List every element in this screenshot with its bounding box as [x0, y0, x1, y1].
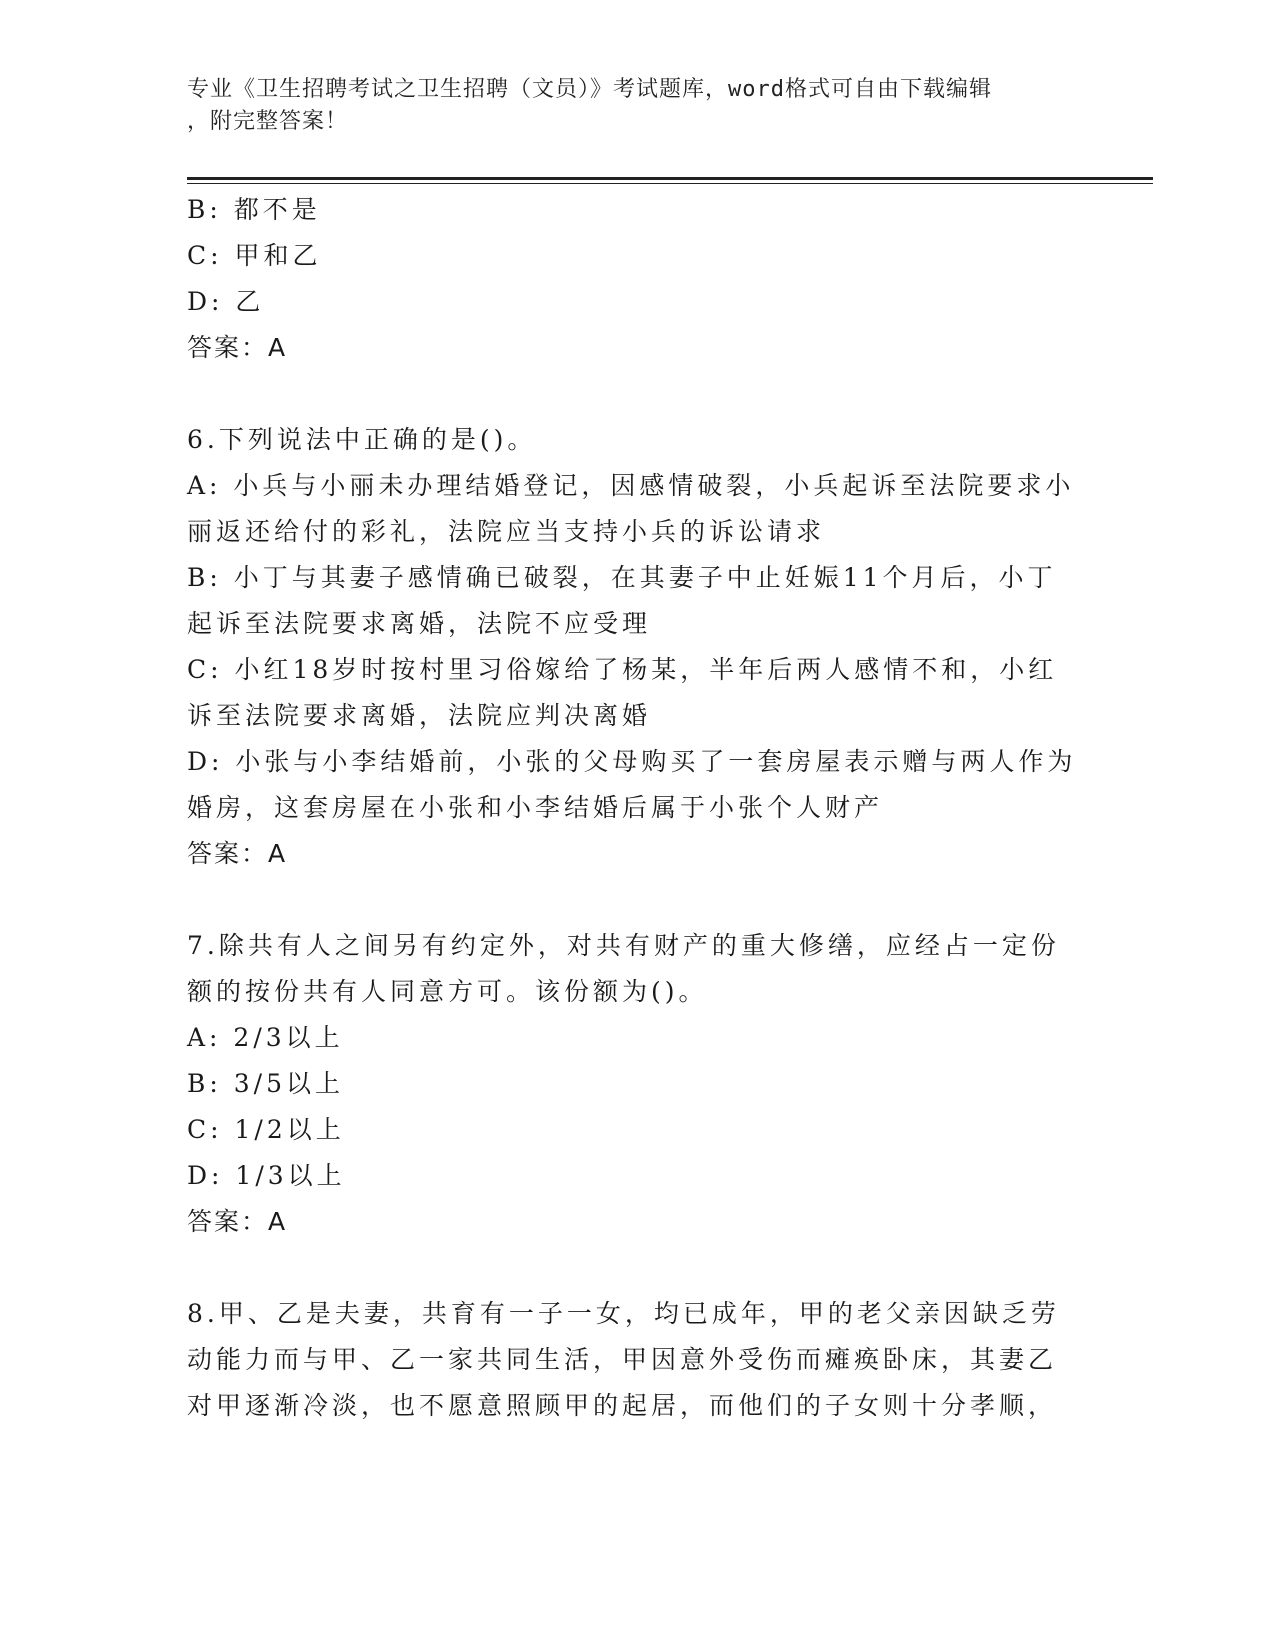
option-b: B: 小丁与其妻子感情确已破裂，在其妻子中止妊娠11个月后，小丁 — [187, 563, 1057, 592]
option-b: B: 都不是 — [187, 195, 321, 224]
spacer — [187, 877, 1087, 923]
question-stem-cont: 额的按份共有人同意方可。该份额为()。 — [187, 977, 708, 1006]
question-block-prev — [187, 187, 1087, 371]
option-a-cont: 丽返还给付的彩礼，法院应当支持小兵的诉讼请求 — [187, 517, 826, 546]
question-stem: 7.除共有人之间另有约定外，对共有财产的重大修缮，应经占一定份 — [187, 931, 1060, 960]
option-d: D: 小张与小李结婚前，小张的父母购买了一套房屋表示赠与两人作为 — [187, 747, 1077, 776]
question-stem-cont: 对甲逐渐冷淡，也不愿意照顾甲的起居，而他们的子女则十分孝顺， — [187, 1391, 1058, 1420]
question-stem-cont: 动能力而与甲、乙一家共同生活，甲因意外受伤而瘫痪卧床，其妻乙 — [187, 1345, 1058, 1374]
answer-line: 答案：A — [187, 333, 288, 362]
document-body — [187, 187, 1087, 1429]
option-b-cont: 起诉至法院要求离婚，法院不应受理 — [187, 609, 652, 638]
header-line-2: ，附完整答案！ — [187, 109, 349, 134]
header-line-1: 专业《卫生招聘考试之卫生招聘（文员）》考试题库，word格式可自由下载编辑 — [187, 77, 992, 102]
option-d: D: 1/3以上 — [187, 1161, 346, 1190]
option-d-cont: 婚房，这套房屋在小张和小李结婚后属于小张个人财产 — [187, 793, 884, 822]
option-b: B: 3/5以上 — [187, 1069, 344, 1098]
question-block-7 — [187, 923, 1087, 1245]
option-c: C: 甲和乙 — [187, 241, 322, 270]
page-header — [187, 74, 1067, 138]
header-divider-thin — [187, 183, 1153, 184]
option-a: A: 2/3以上 — [187, 1023, 344, 1052]
option-c: C: 小红18岁时按村里习俗嫁给了杨某，半年后两人感情不和，小红 — [187, 655, 1058, 684]
question-stem: 6.下列说法中正确的是()。 — [187, 425, 537, 454]
header-divider-thick — [187, 177, 1153, 180]
option-c-cont: 诉至法院要求离婚，法院应判决离婚 — [187, 701, 652, 730]
question-stem: 8.甲、乙是夫妻，共育有一子一女，均已成年，甲的老父亲因缺乏劳 — [187, 1299, 1060, 1328]
answer-line: 答案：A — [187, 1207, 288, 1236]
answer-line: 答案：A — [187, 839, 288, 868]
spacer — [187, 371, 1087, 417]
option-c: C: 1/2以上 — [187, 1115, 345, 1144]
spacer — [187, 1245, 1087, 1291]
option-d: D: 乙 — [187, 287, 265, 316]
question-block-6 — [187, 417, 1087, 877]
option-a: A: 小兵与小丽未办理结婚登记，因感情破裂，小兵起诉至法院要求小 — [187, 471, 1075, 500]
question-block-8 — [187, 1291, 1087, 1429]
